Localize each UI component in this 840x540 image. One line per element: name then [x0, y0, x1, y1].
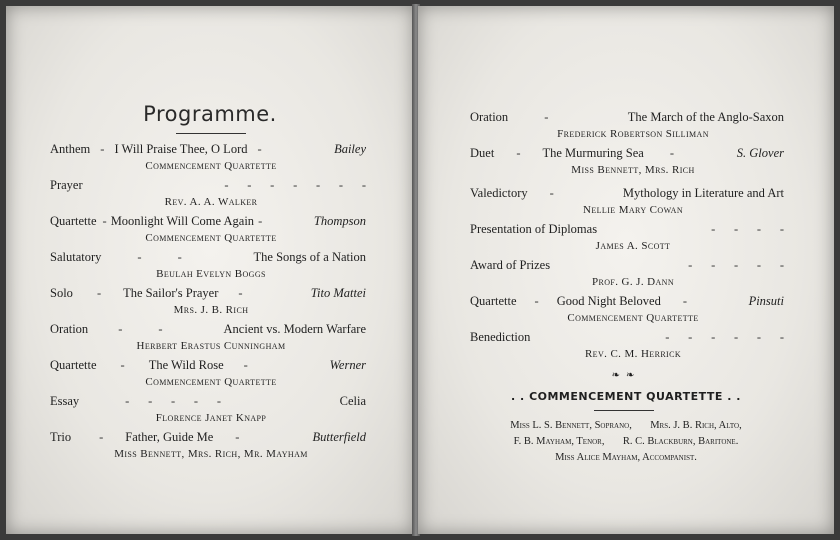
programme-item: Oration - The March of the Anglo-Saxon: [470, 110, 784, 124]
item-piece: Moonlight Will Come Again: [110, 214, 255, 228]
item-performer: Frederick Robertson Silliman: [557, 128, 709, 140]
item-kind: Solo: [50, 286, 73, 300]
programme-item: Salutatory - - The Songs of a Nation: [50, 250, 366, 264]
item-kind: Oration: [50, 322, 89, 336]
title-rule: [176, 133, 246, 134]
programme-item: Duet - The Murmuring Sea - S. Glover: [470, 146, 784, 160]
left-page: [6, 6, 414, 534]
item-piece: The Wild Rose: [148, 358, 224, 372]
programme-item: Presentation of Diplomas - - - -: [470, 222, 784, 236]
programme-item: Anthem - I Will Praise Thee, O Lord - Bailey: [50, 142, 366, 156]
item-piece: The Murmuring Sea: [542, 146, 644, 160]
programme-item: Award of Prizes - - - - -: [470, 258, 784, 272]
quartette-members-line: F. B. Mayham, Tenor, R. C. Blackburn, Baritone.: [513, 436, 739, 447]
item-composer: Thompson: [313, 214, 366, 228]
item-kind: Quartette: [470, 294, 517, 308]
item-kind: Trio: [50, 430, 72, 444]
programme-item: Solo - The Sailor's Prayer - Tito Mattei: [50, 286, 366, 300]
item-piece: The March of the Anglo-Saxon: [627, 110, 784, 124]
item-performer: Beulah Evelyn Boggs: [156, 268, 266, 280]
item-kind: Award of Prizes: [470, 258, 551, 272]
programme-item: Quartette - Moonlight Will Come Again - Thompson: [50, 214, 366, 228]
programme-item: Benediction - - - - - -: [470, 330, 784, 344]
item-performer: Miss Bennett, Mrs. Rich: [571, 164, 695, 176]
item-composer: Bailey: [334, 142, 366, 156]
item-kind: Anthem: [50, 142, 91, 156]
item-performer: Mrs. J. B. Rich: [173, 304, 249, 316]
item-piece: The Sailor's Prayer: [123, 286, 219, 300]
item-kind: Salutatory: [50, 250, 102, 264]
item-performer: Rev. A. A. Walker: [164, 196, 258, 208]
item-kind: Essay: [50, 394, 80, 408]
item-piece: Good Night Beloved: [556, 294, 661, 308]
item-kind: Prayer: [50, 178, 83, 192]
item-piece: Father, Guide Me: [125, 430, 214, 444]
programme-item: Prayer - - - - - - -: [50, 178, 366, 192]
item-composer: Tito Mattei: [310, 286, 366, 300]
item-kind: Presentation of Diplomas: [470, 222, 598, 236]
quartette-members-line: Miss L. S. Bennett, Soprano, Mrs. J. B. Rich, Alto,: [510, 420, 742, 431]
item-piece: Celia: [339, 394, 366, 408]
right-page: [418, 6, 834, 534]
ornament: ❧❧: [611, 370, 641, 381]
programme-item: Trio - Father, Guide Me - Butterfield: [50, 430, 366, 444]
item-performer: Prof. G. J. Dann: [591, 276, 675, 288]
item-kind: Quartette: [50, 358, 97, 372]
item-composer: Werner: [329, 358, 366, 372]
programme-title: Programme.: [143, 102, 277, 126]
item-performer: Commencement Quartette: [145, 376, 277, 388]
item-piece: I Will Praise Thee, O Lord: [114, 142, 248, 156]
item-composer: Butterfield: [312, 430, 366, 444]
programme-item: Oration - - Ancient vs. Modern Warfare: [50, 322, 366, 336]
item-performer: Commencement Quartette: [567, 312, 699, 324]
item-performer: Nellie Mary Cowan: [582, 204, 684, 216]
item-performer: Commencement Quartette: [145, 232, 277, 244]
item-composer: Pinsuti: [748, 294, 784, 308]
programme-item: Essay - - - - - Celia: [50, 394, 366, 408]
item-composer: S. Glover: [736, 146, 784, 160]
item-performer: Herbert Erastus Cunningham: [136, 340, 286, 352]
item-performer: Commencement Quartette: [145, 160, 277, 172]
item-piece: Ancient vs. Modern Warfare: [223, 322, 366, 336]
item-piece: The Songs of a Nation: [253, 250, 366, 264]
item-piece: Mythology in Literature and Art: [622, 186, 784, 200]
programme-item: Quartette - The Wild Rose - Werner: [50, 358, 366, 372]
programme-item: Valedictory - Mythology in Literature and Art: [470, 186, 784, 200]
item-performer: Florence Janet Knapp: [155, 412, 267, 424]
item-performer: James A. Scott: [595, 240, 671, 252]
quartette-rule: [594, 410, 654, 411]
item-performer: Miss Bennett, Mrs. Rich, Mr. Mayham: [114, 448, 308, 460]
item-kind: Benediction: [470, 330, 531, 344]
programme-item: Quartette - Good Night Beloved - Pinsuti: [470, 294, 784, 308]
item-kind: Oration: [470, 110, 509, 124]
item-kind: Duet: [470, 146, 495, 160]
item-performer: Rev. C. M. Herrick: [584, 348, 682, 360]
item-kind: Quartette: [50, 214, 97, 228]
item-kind: Valedictory: [470, 186, 528, 200]
quartette-heading: . . COMMENCEMENT QUARTETTE . .: [511, 390, 741, 403]
quartette-accompanist-line: Miss Alice Mayham, Accompanist.: [555, 452, 697, 463]
